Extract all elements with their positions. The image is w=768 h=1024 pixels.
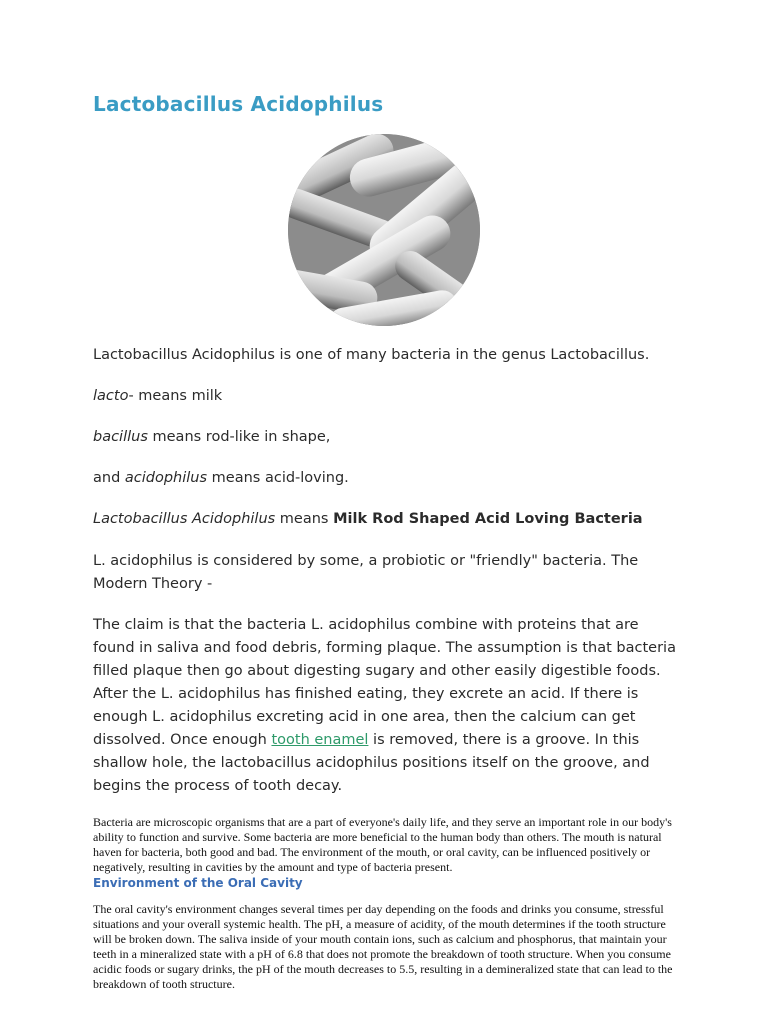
- claim-after: is removed, there is a groove. In this shallow hole, the lactobacillus acidophilus positions itself on the groove, and begins the process of tooth decay.: [93, 732, 650, 794]
- bacillus-definition: [93, 426, 683, 449]
- meaning-term: Lactobacillus Acidophilus: [93, 511, 276, 527]
- probiotic-paragraph: L. acidophilus is considered by some, a probiotic or "friendly" bacteria. The Modern Theory -: [93, 553, 639, 592]
- lacto-term: lacto: [93, 388, 129, 404]
- meaning-mid: means: [275, 511, 334, 527]
- acidophilus-meaning: means acid-loving.: [207, 470, 349, 486]
- full-meaning: [93, 508, 683, 531]
- bacillus-term: bacillus: [93, 429, 148, 445]
- lacto-meaning: - means milk: [128, 388, 223, 404]
- tooth-enamel-link[interactable]: tooth enamel: [271, 732, 369, 748]
- section-heading: Environment of the Oral Cavity: [93, 876, 303, 890]
- oral-cavity-paragraph: The oral cavity's environment changes several times per day depending on the foods and drinks you consume, stressful situations and your overall systemic health. The pH, a measure of acidity, of the mouth determines if the tooth structure will be broken down. The saliva inside of your mouth contain ions, such as calcium and phosphorus, that maintain your teeth in a mineralized state with a pH of 6.8 that does not promote the breakdown of tooth structure. When you consume acidic foods or sugary drinks, the pH of the mouth decreases to 5.5, resulting in a demineralized state that can lead to the breakdown of tooth structure.: [93, 902, 673, 991]
- acidophilus-term: acidophilus: [124, 470, 208, 486]
- page-title: Lactobacillus Acidophilus: [93, 92, 384, 116]
- lacto-definition: [93, 385, 683, 408]
- intro-paragraph: Lactobacillus Acidophilus is one of many bacteria in the genus Lactobacillus.: [93, 347, 650, 363]
- bacillus-meaning: means rod-like in shape,: [147, 429, 331, 445]
- bacteria-micrograph-image: [288, 134, 480, 326]
- acidophilus-lead: and: [93, 470, 125, 486]
- bacteria-paragraph: Bacteria are microscopic organisms that are a part of everyone's daily life, and they serve an important role in our body's ability to function and survive. Some bacteria are more beneficial to the human body than others. The mouth is natural haven for bacteria, both good and bad. The environment of the mouth, or oral cavity, can be influenced positively or negatively, resulting in cavities by the amount and type of bacteria present.: [93, 815, 672, 874]
- claim-paragraph: [93, 614, 678, 798]
- claim-before: The claim is that the bacteria L. acidophilus combine with proteins that are found in saliva and food debris, forming plaque. The assumption is that bacteria filled plaque then go about digesting sugary and other easily digestible foods. After the L. acidophilus has finished eating, they excrete an acid. If there is enough L. acidophilus excreting acid in one area, then the calcium can get dissolved. Once enough: [93, 617, 676, 748]
- meaning-bold: Milk Rod Shaped Acid Loving Bacteria: [333, 511, 643, 527]
- acidophilus-definition: [93, 467, 683, 490]
